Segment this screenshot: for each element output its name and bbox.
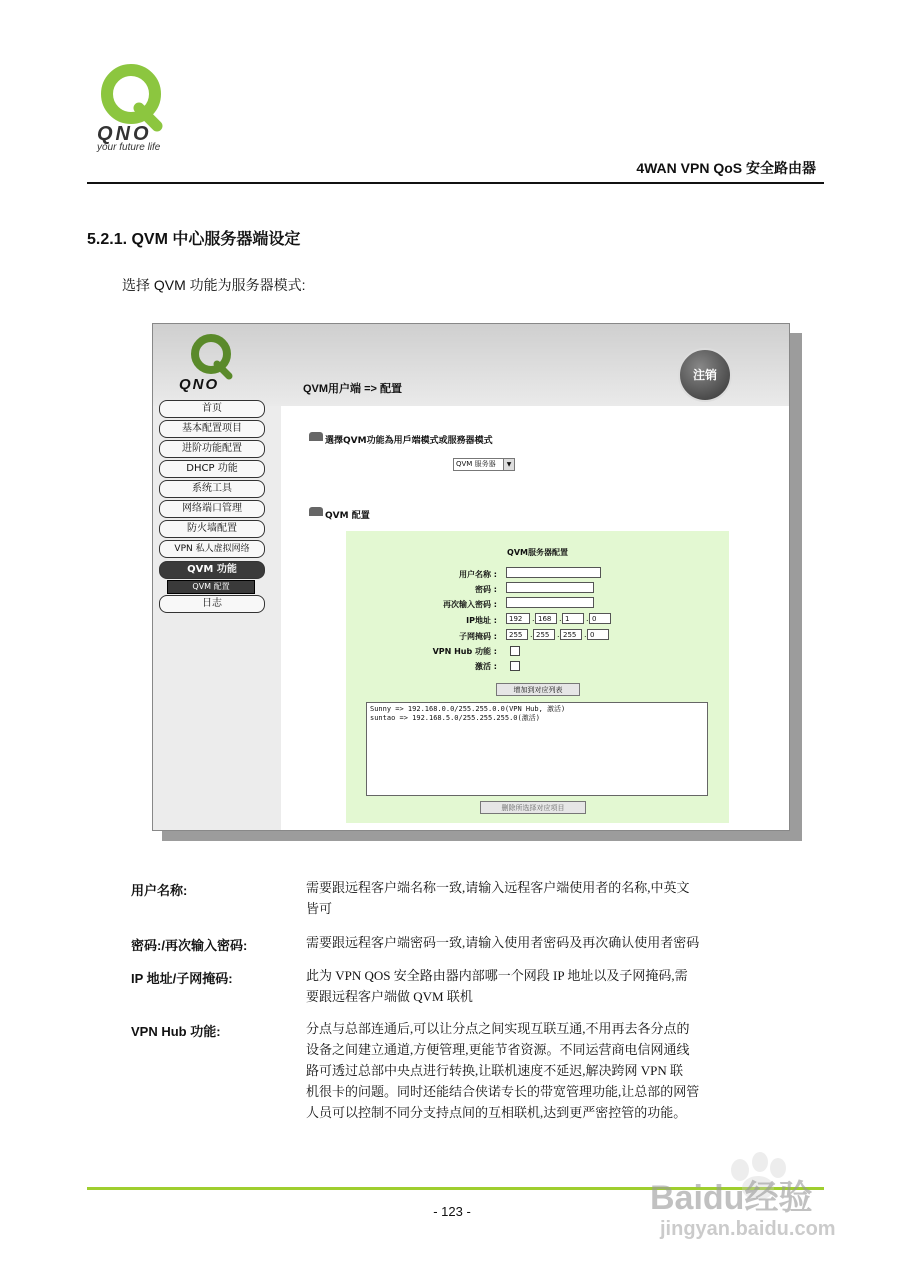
desc-line: 设备之间建立通道,方便管理,更能节省资源。不同运营商电信网通线: [306, 1042, 690, 1057]
term-username: 用户名称:: [131, 883, 188, 898]
watermark-brand: Baidu经验: [650, 1179, 813, 1217]
ip-octet-2[interactable]: 168: [535, 613, 557, 624]
nav-system-tools[interactable]: 系统工具: [159, 480, 265, 498]
desc-username: [306, 877, 774, 919]
list-item[interactable]: suntao => 192.168.5.0/255.255.255.0(激活): [370, 714, 540, 722]
ip-separator: .: [559, 614, 562, 623]
product-title: 4WAN VPN QoS 安全路由器: [636, 160, 816, 176]
desc-ip-mask: [306, 965, 774, 1007]
password-field[interactable]: [506, 582, 594, 593]
mask-octet-3[interactable]: 255: [560, 629, 582, 640]
mode-select[interactable]: [453, 458, 515, 471]
header-divider: [87, 182, 824, 184]
desc-line: 机很卡的问题。同时还能结合侠诺专长的带宽管理功能,让总部的网管: [306, 1084, 700, 1099]
section-bullet-icon: [309, 432, 323, 441]
nav-qvm-config[interactable]: QVM 配置: [167, 580, 255, 594]
desc-line: 此为 VPN QOS 安全路由器内部哪一个网段 IP 地址以及子网掩码,需: [306, 968, 688, 983]
mask-octet-1[interactable]: 255: [506, 629, 528, 640]
desc-line: 需要跟远程客户端密码一致,请输入使用者密码及再次确认使用者密码: [306, 935, 700, 950]
chevron-down-icon: ▼: [503, 459, 514, 470]
logout-button[interactable]: 注销: [678, 348, 732, 402]
ip-separator: .: [532, 614, 535, 623]
nav-basic-config[interactable]: 基本配置项目: [159, 420, 265, 438]
username-field[interactable]: [506, 567, 601, 578]
nav-home[interactable]: 首页: [159, 400, 265, 418]
desc-line: 要跟远程客户端做 QVM 联机: [306, 989, 473, 1004]
section-title: 5.2.1. QVM 中心服务器端设定: [87, 231, 301, 248]
mode-section-label: 選擇QVM功能為用戶端模式或服務器模式: [325, 436, 493, 446]
desc-line: 分点与总部连通后,可以让分点之间实现互联互通,不用再去各分点的: [306, 1021, 690, 1036]
add-to-list-button[interactable]: 增加到对应列表: [496, 683, 580, 696]
desc-line: 皆可: [306, 901, 333, 916]
desc-line: 需要跟远程客户端名称一致,请输入远程客户端使用者的名称,中英文: [306, 880, 690, 895]
ip-separator: .: [586, 614, 589, 623]
password-confirm-field[interactable]: [506, 597, 594, 608]
activate-checkbox[interactable]: [510, 661, 520, 671]
delete-selected-button[interactable]: 删除所选择对应项目: [480, 801, 586, 814]
mask-separator: .: [584, 630, 587, 639]
router-ui-screenshot: [152, 323, 790, 831]
mask-octet-4[interactable]: 0: [587, 629, 609, 640]
ip-label: IP地址 :: [466, 616, 497, 625]
nav-port-management[interactable]: 网络端口管理: [159, 500, 265, 518]
term-vpn-hub: VPN Hub 功能:: [131, 1024, 221, 1039]
desc-password: [306, 932, 774, 953]
mask-label: 子网掩码 :: [459, 632, 497, 641]
page-number: - 123 -: [433, 1204, 471, 1219]
activate-label: 激活 :: [475, 662, 497, 671]
nav-advanced-config[interactable]: 进阶功能配置: [159, 440, 265, 458]
mask-octet-2[interactable]: 255: [533, 629, 555, 640]
ip-octet-3[interactable]: 1: [562, 613, 584, 624]
term-ip-mask: IP 地址/子网掩码:: [131, 971, 233, 986]
section-bullet-icon: [309, 507, 323, 516]
nav-dhcp[interactable]: DHCP 功能: [159, 460, 265, 478]
breadcrumb: QVM用户端 => 配置: [303, 383, 403, 395]
nav-firewall[interactable]: 防火墙配置: [159, 520, 265, 538]
ip-octet-1[interactable]: 192: [506, 613, 530, 624]
config-section-label: QVM 配置: [325, 511, 370, 521]
list-item[interactable]: Sunny => 192.168.0.0/255.255.0.0(VPN Hub, 激活): [370, 705, 566, 713]
password-confirm-label: 再次输入密码 :: [443, 600, 497, 609]
mode-select-value: QVM 服务器: [456, 460, 496, 468]
mask-separator: .: [530, 630, 533, 639]
nav-log[interactable]: 日志: [159, 595, 265, 613]
ip-octet-4[interactable]: 0: [589, 613, 611, 624]
vpn-hub-checkbox[interactable]: [510, 646, 520, 656]
password-label: 密码 :: [475, 585, 497, 594]
ui-brand: QNO: [179, 376, 220, 393]
desc-line: 人员可以控制不同分支持点间的互相联机,达到更严密控管的功能。: [306, 1105, 687, 1120]
desc-line: 路可透过总部中央点进行转换,让联机速度不延迟,解决跨网 VPN 联: [306, 1063, 684, 1078]
term-password: 密码:/再次输入密码:: [131, 938, 248, 953]
logo-tagline: your future life: [97, 142, 161, 153]
vpn-hub-label: VPN Hub 功能 :: [432, 647, 497, 656]
watermark-url: jingyan.baidu.com: [660, 1218, 836, 1240]
server-config-panel: [346, 531, 729, 823]
peer-list[interactable]: [366, 702, 708, 796]
server-config-title: QVM服务器配置: [507, 548, 568, 557]
intro-text: 选择 QVM 功能为服务器模式:: [122, 277, 306, 293]
mask-separator: .: [557, 630, 560, 639]
username-label: 用户名称 :: [459, 570, 497, 579]
desc-vpn-hub: [306, 1018, 774, 1123]
nav-qvm[interactable]: QVM 功能: [159, 561, 265, 579]
nav-vpn[interactable]: VPN 私人虚拟网络: [159, 540, 265, 558]
svg-text:QNO: QNO: [97, 123, 152, 145]
